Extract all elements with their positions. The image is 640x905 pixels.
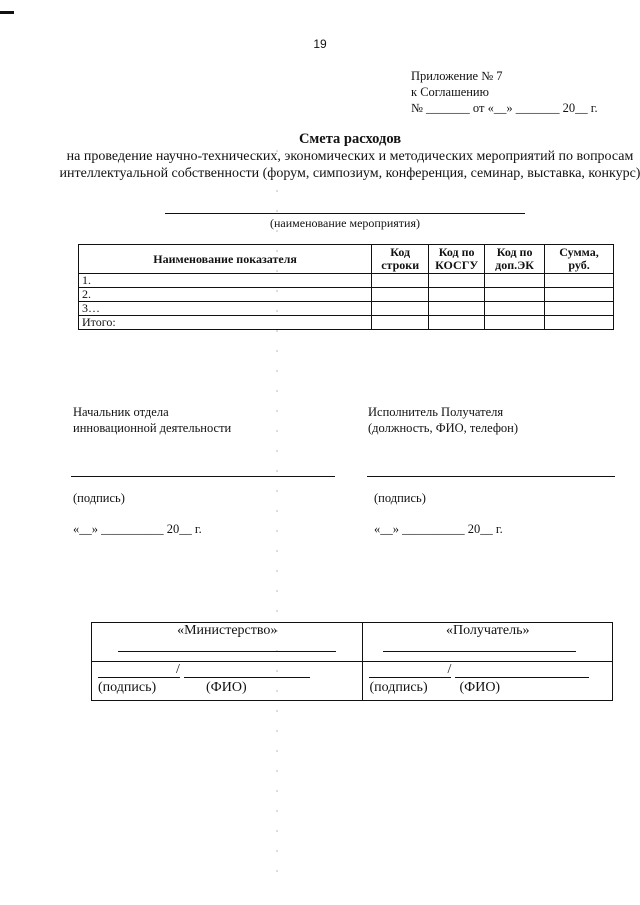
recipient-slash: / [447, 662, 452, 677]
event-name-caption: (наименование мероприятия) [270, 216, 420, 230]
recipient-label: «Получатель» [445, 623, 530, 638]
right-sign-label: (подпись) [374, 491, 426, 505]
left-title-line-1: Начальник отдела [73, 405, 169, 419]
appendix-line-1: Приложение № 7 [411, 69, 503, 83]
ministry-label: «Министерство» [177, 623, 278, 638]
col-header-line-code: Код строки [372, 245, 429, 274]
left-title-line-2: инновационной деятельности [73, 421, 232, 435]
recipient-cell [363, 623, 613, 662]
ministry-slash: / [176, 662, 180, 677]
table-total-row [79, 316, 614, 330]
appendix-header [411, 68, 598, 116]
row-label: Итого: [79, 316, 372, 330]
ministry-fio-label: (ФИО) [206, 680, 247, 695]
table-row [79, 302, 614, 316]
scan-corner-mark [0, 11, 14, 14]
appendix-line-3: № _______ от «__» _______ 20__ г. [411, 101, 598, 115]
ministry-name-line [118, 651, 336, 652]
approval-box [91, 622, 613, 701]
table-row [79, 288, 614, 302]
row-label: 1. [79, 274, 372, 288]
left-signatory-title [73, 404, 231, 436]
event-name-line [165, 213, 525, 214]
col-header-indicator: Наименование показателя [79, 245, 372, 274]
row-label: 2. [79, 288, 372, 302]
estimate-table [78, 244, 614, 330]
document-title [40, 131, 640, 182]
appendix-line-2: к Соглашению [411, 85, 489, 99]
right-date: «__» __________ 20__ г. [374, 522, 503, 536]
recipient-fio-line [455, 677, 589, 678]
col-header-kosgu: Код по КОСГУ [429, 245, 485, 274]
title-subtitle: на проведение научно-технических, экономических и методических мероприятий по вопросам интеллектуальной собственности (форум, симпозиум, конференция, семинар, выставка, конкурс) [59, 149, 640, 181]
ministry-sign-line [98, 677, 180, 678]
left-signature-line [71, 476, 335, 477]
recipient-sign-label: (подпись) [369, 680, 428, 695]
row-label: 3… [79, 302, 372, 316]
recipient-fio-label: (ФИО) [459, 680, 501, 695]
col-header-sum: Сумма, руб. [545, 245, 614, 274]
left-sign-label: (подпись) [73, 491, 125, 505]
ministry-sign-label: (подпись) [98, 680, 157, 695]
right-title-line-2: (должность, ФИО, телефон) [368, 421, 519, 435]
col-header-dop-ek: Код по доп.ЭК [485, 245, 545, 274]
right-signatory-title [368, 404, 518, 436]
title-heading: Смета расходов [298, 131, 402, 147]
recipient-sign-cell [363, 662, 613, 701]
recipient-sign-line [369, 677, 451, 678]
right-title-line-1: Исполнитель Получателя [368, 405, 504, 419]
ministry-fio-line [184, 677, 310, 678]
table-row [79, 274, 614, 288]
table-header-row [79, 245, 614, 274]
ministry-sign-cell [92, 662, 363, 701]
right-signature-line [367, 476, 615, 477]
ministry-cell [92, 623, 363, 662]
left-date: «__» __________ 20__ г. [73, 522, 202, 536]
recipient-name-line [383, 651, 576, 652]
page-number: 19 [313, 37, 327, 51]
